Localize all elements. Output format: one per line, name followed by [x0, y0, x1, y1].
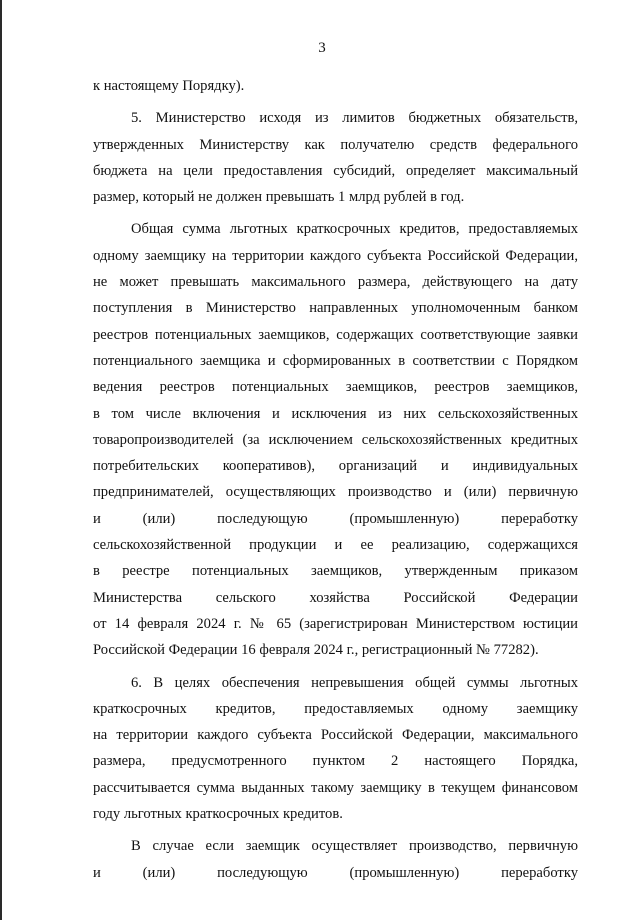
text-line: реестров потенциальных заемщиков, содержащих соответствующие заявки	[93, 326, 578, 343]
text-line: Общая сумма льготных краткосрочных кредитов, предоставляемых	[131, 221, 578, 238]
text-line: году льготных краткосрочных кредитов.	[93, 806, 343, 823]
text-line: и (или) последующую (промышленную) переработку	[93, 864, 578, 881]
text-line: не может превышать максимального размера, действующего на дату	[93, 274, 578, 291]
text-line: 5. Министерство исходя из лимитов бюджетных обязательств,	[131, 110, 578, 127]
text-line: ведения реестров потенциальных заемщиков, реестров заемщиков,	[93, 379, 578, 396]
text-line: размер, который не должен превышать 1 млрд рублей в год.	[93, 189, 465, 206]
text-line: рассчитывается сумма выданных такому заемщику в текущем финансовом	[93, 779, 578, 796]
text-line: Министерства сельского хозяйства Российской Федерации	[93, 589, 578, 606]
page-number: 3	[318, 40, 326, 56]
text-line: и (или) последующую (промышленную) переработку	[93, 510, 578, 527]
text-line: в реестре потенциальных заемщиков, утвержденным приказом	[93, 563, 578, 580]
document-body	[93, 73, 578, 886]
text-line: сельскохозяйственной продукции и ее реализацию, содержащихся	[93, 537, 578, 554]
text-line: размера, предусмотренного пунктом 2 настоящего Порядка,	[93, 753, 578, 770]
text-line: В случае если заемщик осуществляет производство, первичную	[131, 838, 578, 855]
text-line: потенциального заемщика и сформированных в соответствии с Порядком	[93, 352, 578, 369]
text-line: предпринимателей, осуществляющих производство и (или) первичную	[93, 484, 578, 501]
text-line: товаропроизводителей (за исключением сельскохозяйственных кредитных	[93, 431, 578, 448]
text-line: одному заемщику на территории каждого субъекта Российской Федерации,	[93, 247, 578, 264]
text-line: краткосрочных кредитов, предоставляемых одному заемщику	[93, 700, 578, 717]
text-line: к настоящему Порядку).	[93, 78, 245, 94]
text-line: бюджета на цели предоставления субсидий, определяет максимальный	[93, 162, 578, 179]
text-line: поступления в Министерство направленных уполномоченным банком	[93, 300, 578, 317]
text-line: Российской Федерации 16 февраля 2024 г., регистрационный № 77282).	[93, 642, 539, 659]
text-line: в том числе включения и исключения из них сельскохозяйственных	[93, 405, 578, 422]
text-line: 6. В целях обеспечения непревышения общей суммы льготных	[131, 674, 578, 691]
text-line: на территории каждого субъекта Российской Федерации, максимального	[93, 727, 578, 744]
text-line: потребительских кооперативов), организаций и индивидуальных	[93, 458, 578, 475]
text-line: от 14 февраля 2024 г. № 65 (зарегистрирован Министерством юстиции	[93, 615, 578, 632]
text-line: утвержденных Министерству как получателю средств федерального	[93, 136, 578, 153]
